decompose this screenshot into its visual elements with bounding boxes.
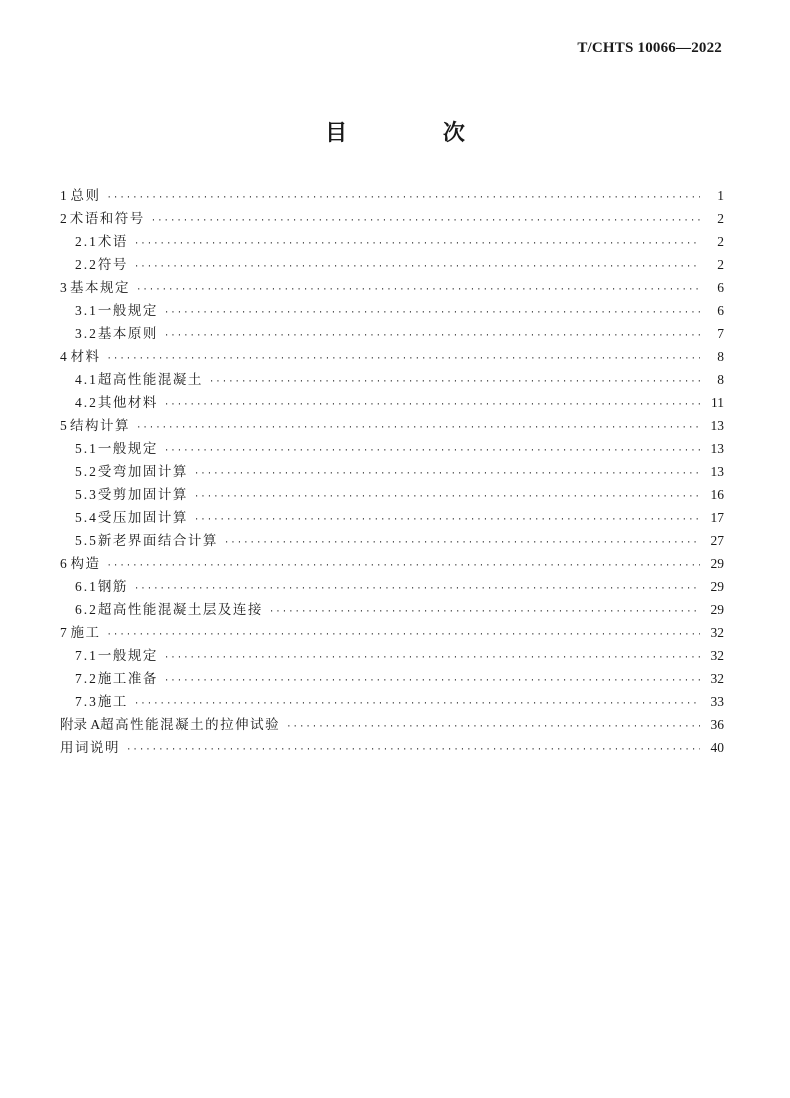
- toc-page-number: 29: [710, 602, 724, 617]
- dot-leader: [136, 417, 700, 440]
- toc-label: 一般规定: [97, 303, 158, 319]
- toc-label: 基本规定: [69, 280, 130, 296]
- toc-entry-7[interactable]: [60, 621, 724, 644]
- toc-label: 构造: [70, 556, 101, 572]
- toc-page-number: 13: [710, 441, 724, 456]
- toc-label: 总则: [70, 188, 101, 204]
- dot-leader: [106, 348, 700, 371]
- toc-page-number: 7: [717, 326, 724, 341]
- dot-leader: [164, 440, 700, 463]
- toc-page-number: 29: [710, 556, 724, 571]
- dot-leader: [136, 279, 700, 302]
- toc-entry-3-1[interactable]: [60, 299, 724, 322]
- toc-entry-5-3[interactable]: [60, 483, 724, 506]
- dot-leader: [194, 509, 700, 532]
- toc-number: 7.1: [75, 648, 98, 663]
- table-of-contents: [60, 184, 724, 759]
- toc-entry-5-1[interactable]: [60, 437, 724, 460]
- toc-number: 4: [60, 349, 69, 364]
- toc-page-number: 32: [710, 648, 724, 663]
- toc-number: 5.2: [75, 464, 98, 479]
- toc-label: 新老界面结合计算: [97, 533, 218, 549]
- toc-label: 受压加固计算: [97, 510, 188, 526]
- dot-leader: [134, 233, 700, 256]
- toc-label: 术语和符号: [69, 211, 145, 227]
- dot-leader: [106, 624, 700, 647]
- toc-page-number: 17: [710, 510, 724, 525]
- dot-leader: [151, 210, 700, 233]
- toc-entry-2[interactable]: [60, 207, 724, 230]
- toc-number: 7: [60, 625, 69, 640]
- page-title: 目 次: [325, 121, 509, 146]
- toc-entry-7-1[interactable]: [60, 644, 724, 667]
- toc-page-number: 36: [710, 717, 724, 732]
- toc-entry-4-2[interactable]: [60, 391, 724, 414]
- toc-page-number: 1: [717, 188, 724, 203]
- toc-entry-2-2[interactable]: [60, 253, 724, 276]
- toc-number: 5.1: [75, 441, 98, 456]
- toc-number: 7.3: [75, 694, 98, 709]
- toc-number: 附录 A: [60, 717, 101, 732]
- toc-entry-7-3[interactable]: [60, 690, 724, 713]
- toc-page-number: 2: [717, 234, 724, 249]
- toc-number: 5.5: [75, 533, 98, 548]
- dot-leader: [164, 394, 700, 417]
- toc-page-number: 11: [711, 395, 724, 410]
- dot-leader: [134, 256, 700, 279]
- toc-number: 7.2: [75, 671, 98, 686]
- toc-page-number: 13: [710, 464, 724, 479]
- toc-label: 超高性能混凝土: [97, 372, 203, 388]
- toc-number: 2: [60, 211, 69, 226]
- toc-label: 一般规定: [97, 648, 158, 664]
- toc-entry-5-4[interactable]: [60, 506, 724, 529]
- dot-leader: [164, 302, 700, 325]
- toc-page-number: 27: [710, 533, 724, 548]
- toc-label: 符号: [97, 257, 128, 273]
- dot-leader: [126, 739, 700, 762]
- toc-label: 受剪加固计算: [97, 487, 188, 503]
- toc-label: 用词说明: [60, 740, 120, 756]
- toc-label: 施工: [97, 694, 128, 710]
- toc-page-number: 8: [717, 372, 724, 387]
- toc-label: 超高性能混凝土的拉伸试验: [100, 717, 281, 733]
- toc-entry-6-2[interactable]: [60, 598, 724, 621]
- toc-entry-5-2[interactable]: [60, 460, 724, 483]
- toc-page-number: 8: [717, 349, 724, 364]
- toc-number: 3.2: [75, 326, 98, 341]
- toc-number: 4.2: [75, 395, 98, 410]
- toc-label: 基本原则: [97, 326, 158, 342]
- toc-number: 6.2: [75, 602, 98, 617]
- toc-label: 受弯加固计算: [97, 464, 188, 480]
- toc-label: 结构计算: [69, 418, 130, 434]
- toc-page-number: 2: [717, 211, 724, 226]
- toc-page-number: 6: [717, 303, 724, 318]
- toc-page-number: 29: [710, 579, 724, 594]
- dot-leader: [106, 555, 700, 578]
- toc-label: 超高性能混凝土层及连接: [97, 602, 263, 618]
- dot-leader: [194, 486, 700, 509]
- toc-page-number: 13: [710, 418, 724, 433]
- toc-entry-3[interactable]: [60, 276, 724, 299]
- toc-number: 2.2: [75, 257, 98, 272]
- toc-entry-1[interactable]: [60, 184, 724, 207]
- toc-label: 施工准备: [97, 671, 158, 687]
- dot-leader: [164, 325, 700, 348]
- toc-page-number: 32: [710, 671, 724, 686]
- toc-page-number: 32: [710, 625, 724, 640]
- toc-entry-5[interactable]: [60, 414, 724, 437]
- toc-entry-7-2[interactable]: [60, 667, 724, 690]
- toc-label: 一般规定: [97, 441, 158, 457]
- toc-entry-terminology[interactable]: [60, 736, 724, 759]
- dot-leader: [134, 578, 700, 601]
- toc-number: 3: [60, 280, 69, 295]
- toc-entry-appendix-a[interactable]: [60, 713, 724, 736]
- dot-leader: [164, 670, 700, 693]
- toc-number: 6: [60, 556, 69, 571]
- dot-leader: [224, 532, 700, 555]
- toc-entry-6-1[interactable]: [60, 575, 724, 598]
- dot-leader: [286, 716, 700, 739]
- dot-leader: [269, 601, 700, 624]
- toc-number: 2.1: [75, 234, 98, 249]
- toc-entry-4-1[interactable]: [60, 368, 724, 391]
- toc-entry-6[interactable]: [60, 552, 724, 575]
- toc-page-number: 2: [717, 257, 724, 272]
- toc-page-number: 40: [710, 740, 724, 755]
- dot-leader: [134, 693, 700, 716]
- toc-number: 4.1: [75, 372, 98, 387]
- toc-label: 材料: [70, 349, 101, 365]
- toc-number: 5: [60, 418, 69, 433]
- toc-number: 5.4: [75, 510, 98, 525]
- toc-number: 1: [60, 188, 69, 203]
- toc-label: 钢筋: [97, 579, 128, 595]
- dot-leader: [209, 371, 700, 394]
- toc-label: 施工: [70, 625, 101, 641]
- dot-leader: [194, 463, 700, 486]
- toc-number: 5.3: [75, 487, 98, 502]
- dot-leader: [164, 647, 700, 670]
- toc-number: 6.1: [75, 579, 98, 594]
- toc-page-number: 6: [717, 280, 724, 295]
- toc-entry-4[interactable]: [60, 345, 724, 368]
- toc-label: 术语: [97, 234, 128, 250]
- toc-entry-2-1[interactable]: [60, 230, 724, 253]
- toc-page-number: 33: [710, 694, 724, 709]
- toc-entry-3-2[interactable]: [60, 322, 724, 345]
- toc-entry-5-5[interactable]: [60, 529, 724, 552]
- dot-leader: [106, 187, 700, 210]
- toc-page-number: 16: [710, 487, 724, 502]
- toc-number: 3.1: [75, 303, 98, 318]
- standard-code: T/CHTS 10066—2022: [577, 40, 722, 56]
- toc-label: 其他材料: [97, 395, 158, 411]
